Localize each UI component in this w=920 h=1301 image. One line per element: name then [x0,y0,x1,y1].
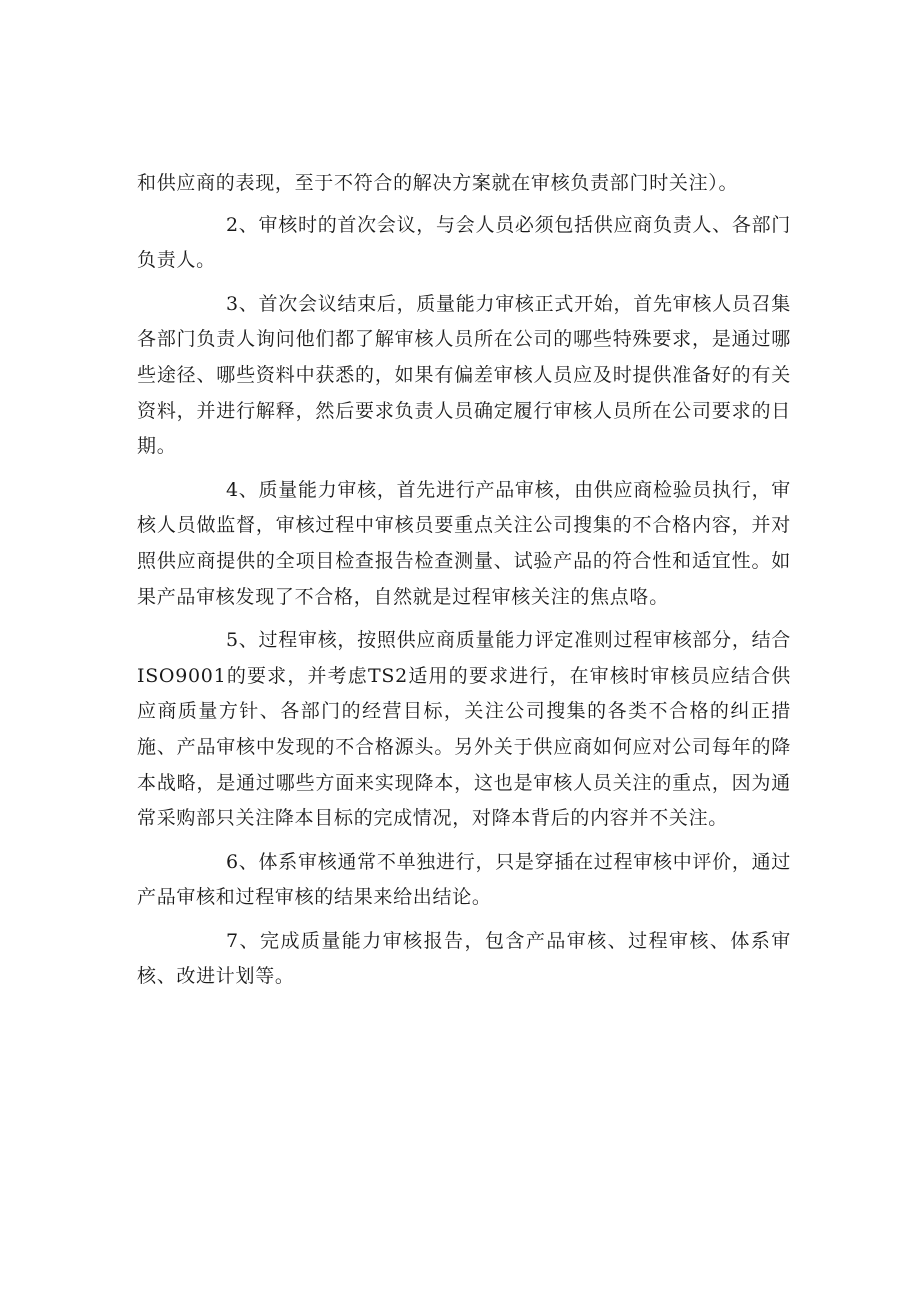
document-body [137,166,791,995]
paragraph-item-7: 7、完成质量能力审核报告，包含产品审核、过程审核、体系审核、改进计划等。 [137,929,791,988]
paragraph-item-4: 4、质量能力审核，首先进行产品审核，由供应商检验员执行，审核人员做监督，审核过程中审核员要重点关注公司搜集的不合格内容，并对照供应商提供的全项目检查报告检查测量、试验产品的符合性和适宜性。如果产品审核发现了不合格，自然就是过程审核关注的焦点咯。 [137,478,791,608]
paragraph-item-3: 3、首次会议结束后，质量能力审核正式开始，首先审核人员召集各部门负责人询问他们都了解审核人员所在公司的哪些特殊要求，是通过哪些途径、哪些资料中获悉的，如果有偏差审核人员应及时提供准备好的有关资料，并进行解释，然后要求负责人员确定履行审核人员所在公司要求的日期。 [137,292,791,458]
paragraph-item-5: 5、过程审核，按照供应商质量能力评定准则过程审核部分，结合ISO9001的要求，并考虑TS2适用的要求进行，在审核时审核员应结合供应商质量方针、各部门的经营目标，关注公司搜集的各类不合格的纠正措施、产品审核中发现的不合格源头。另外关于供应商如何应对公司每年的降本战略，是通过哪些方面来实现降本，这也是审核人员关注的重点，因为通常采购部只关注降本目标的完成情况，对降本背后的内容并不关注。 [137,629,791,830]
paragraph-item-2: 2、审核时的首次会议，与会人员必须包括供应商负责人、各部门负责人。 [137,213,791,272]
paragraph-continuation: 和供应商的表现，至于不符合的解决方案就在审核负责部门时关注）。 [137,172,739,194]
paragraph-item-6: 6、体系审核通常不单独进行，只是穿插在过程审核中评价，通过产品审核和过程审核的结果来给出结论。 [137,850,791,909]
